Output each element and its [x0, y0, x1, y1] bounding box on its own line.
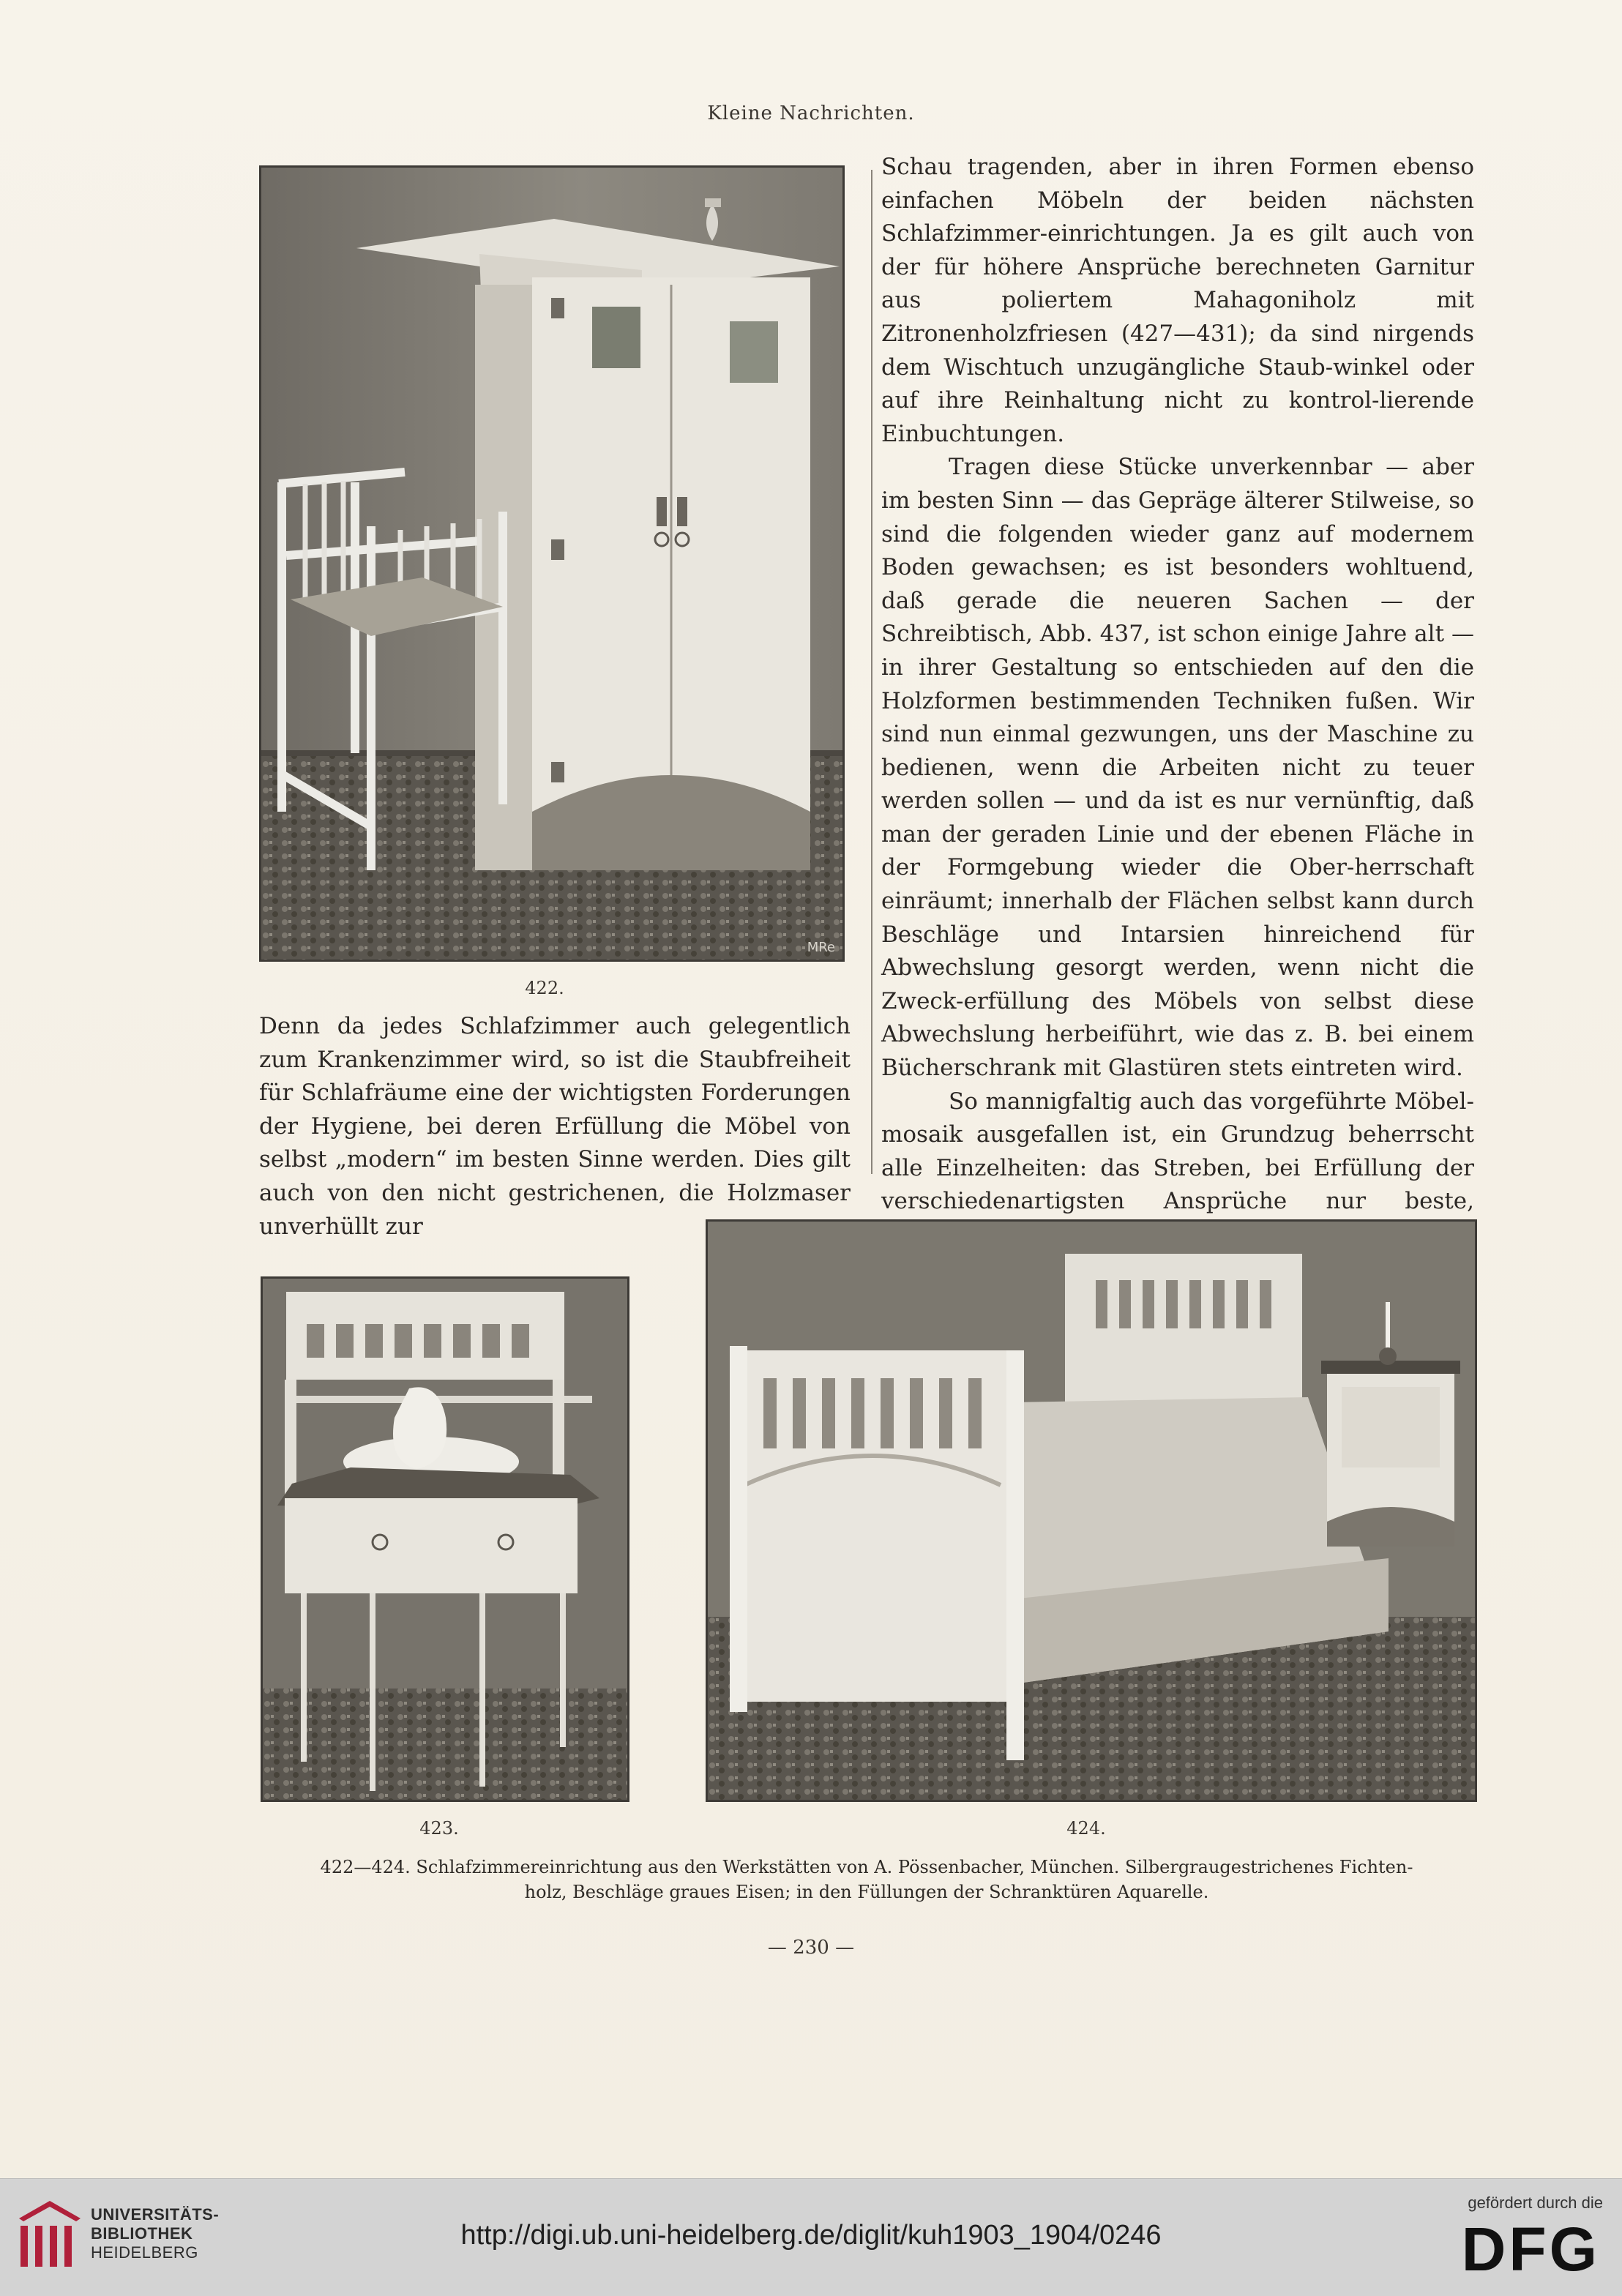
caption-line-1: 422—424. Schlafzimmereinrichtung aus den Werkstätten von A. Pössenbacher, München. Silbergraugestrichenes Fichten-: [320, 1857, 1413, 1877]
right-paragraph-1: Schau tragenden, aber in ihren Formen ebenso einfachen Möbeln der beiden nächsten Schlafzimmer-einrichtungen. Ja es gilt auch von der für höhere Ansprüche berechneten Garnitur aus poliertem Mahagoniholz mit Zitronenholzfriesen (427—431); da sind nirgends dem Wischtuch unzugängliche Staub-winkel oder auf ihre Reinhaltung nicht zu kontrol-lierende Einbuchtungen.: [881, 154, 1474, 447]
figure-caption: [255, 1855, 1479, 1904]
left-column: [259, 1010, 851, 1244]
figure-422-photo: [259, 165, 845, 962]
dfg-logo[interactable]: DFG: [1461, 2215, 1600, 2284]
right-paragraph-2: Tragen diese Stücke unverkennbar — aber im besten Sinn — das Gepräge älterer Stilweise, so sind die folgenden wieder ganz auf modernem Boden gewachsen; es ist besonders wohltuend, daß gerade die neueren Sachen — der Schreibtisch, Abb. 437, ist schon einige Jahre alt — in ihrer Gestaltung so entschieden auf den die Holzformen bestimmenden Techniken fußen. Wir sind nun einmal gezwungen, uns der Maschine zu bedienen, wenn die Arbeiten nicht zu teuer werden sollen — und da ist es nur vernünftig, daß man der geraden Linie und der ebenen Fläche in der Formgebung wieder die Ober-herrschaft einräumt; innerhalb der Flächen selbst kann durch Beschläge und Intarsien hinreichend für Abwechslung gesorgt werden, wenn nicht die Zweck-erfüllung des Möbels von selbst diese Abwechslung herbeiführt, wie das z. B. bei einem Bücherschrank mit Glastüren stets eintreten wird.: [881, 454, 1474, 1082]
right-paragraph-3: So mannigfaltig auch das vorgeführte Möbel-mosaik ausgefallen ist, ein Grundzug beherrscht alle Einzelheiten: das Streben, bei Erfüllung der verschiedenartigsten Ansprüche nur beste,: [881, 1088, 1474, 1215]
caption-line-2: holz, Beschläge graues Eisen; in den Füllungen der Schranktüren Aquarelle.: [524, 1882, 1209, 1902]
footer-bar: [0, 2178, 1622, 2296]
page-number: — 230 —: [767, 1937, 855, 1959]
figure-424-photo: [706, 1219, 1477, 1802]
funding-note: gefördert durch die: [1468, 2194, 1603, 2212]
figure-424-number: 424.: [1066, 1818, 1106, 1839]
left-paragraph-1: Denn da jedes Schlafzimmer auch gelegentlich zum Krankenzimmer wird, so ist die Staubfreiheit für Schlafräume eine der wichtigsten Forderungen der Hygiene, bei deren Erfüllung die Möbel von selbst „modern“ im besten Sinne werden. Dies gilt auch von den nicht gestrichenen, die Holzmaser unverhüllt zur: [259, 1013, 851, 1240]
library-name-line-1: UNIVERSITÄTS-: [91, 2205, 220, 2224]
photo-monogram: MRe: [807, 940, 835, 955]
right-column: [881, 151, 1474, 1285]
column-rule: [871, 170, 872, 1174]
figure-423-photo: [261, 1276, 629, 1802]
figure-423-number: 423.: [419, 1818, 459, 1839]
running-head: Kleine Nachrichten.: [707, 102, 915, 124]
library-name-line-2: BIBLIOTHEK: [91, 2224, 193, 2243]
figure-422-number: 422.: [525, 978, 564, 998]
library-name-line-3: HEIDELBERG: [91, 2243, 198, 2262]
digitization-url-link[interactable]: http://digi.ub.uni-heidelberg.de/diglit/kuh1903_1904/0246: [460, 2220, 1162, 2251]
